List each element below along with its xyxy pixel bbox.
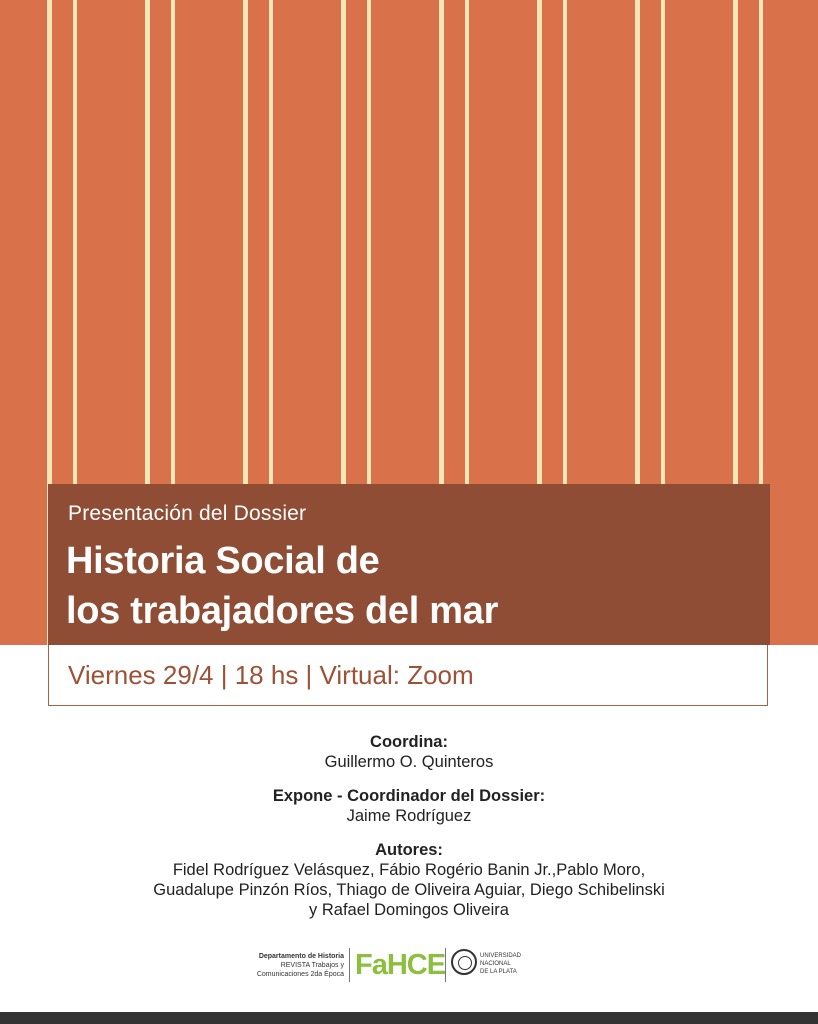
expone-name: Jaime Rodríguez bbox=[346, 807, 472, 825]
coordina-block bbox=[0, 732, 818, 772]
dept-line-3: Comunicaciones 2da Época bbox=[256, 971, 344, 978]
coordina-label: Coordina: bbox=[370, 733, 448, 751]
logo-divider bbox=[349, 948, 350, 982]
unlp-line-2: NACIONAL bbox=[480, 961, 511, 967]
fahce-logo: FaHCE bbox=[355, 949, 446, 981]
expone-label: Expone - Coordinador del Dossier: bbox=[272, 787, 546, 805]
dossier-subtitle: Presentación del Dossier bbox=[68, 502, 307, 525]
dept-historia-logo bbox=[248, 952, 344, 979]
logo-strip bbox=[248, 946, 578, 986]
coordina-name: Guillermo O. Quinteros bbox=[324, 753, 494, 771]
unlp-seal-icon bbox=[451, 949, 477, 975]
event-details-box bbox=[48, 645, 768, 706]
logo-divider bbox=[445, 948, 446, 982]
autores-line-3: y Rafael Domingos Oliveira bbox=[309, 901, 509, 919]
dept-line-1: Departamento de Historia bbox=[258, 953, 344, 960]
unlp-line-3: DE LA PLATA bbox=[480, 969, 517, 975]
autores-label: Autores: bbox=[375, 841, 443, 859]
unlp-logo bbox=[480, 952, 521, 976]
title-line-2: los trabajadores del mar bbox=[66, 590, 499, 632]
title-banner bbox=[48, 484, 770, 645]
autores-line-2: Guadalupe Pinzón Ríos, Thiago de Oliveira Aguiar, Diego Schibelinski bbox=[153, 881, 665, 899]
credits bbox=[0, 732, 818, 934]
expone-block bbox=[0, 786, 818, 826]
dept-line-2: REVISTA Trabajos y bbox=[280, 962, 344, 969]
autores-block bbox=[0, 840, 818, 920]
autores-line-1: Fidel Rodríguez Velásquez, Fábio Rogério Banin Jr.,Pablo Moro, bbox=[172, 861, 646, 879]
bottom-bar bbox=[0, 1012, 818, 1024]
title-line-1: Historia Social de bbox=[66, 540, 380, 582]
unlp-line-1: UNIVERSIDAD bbox=[480, 953, 522, 959]
event-details: Viernes 29/4 | 18 hs | Virtual: Zoom bbox=[68, 660, 474, 690]
dossier-title bbox=[66, 536, 498, 636]
